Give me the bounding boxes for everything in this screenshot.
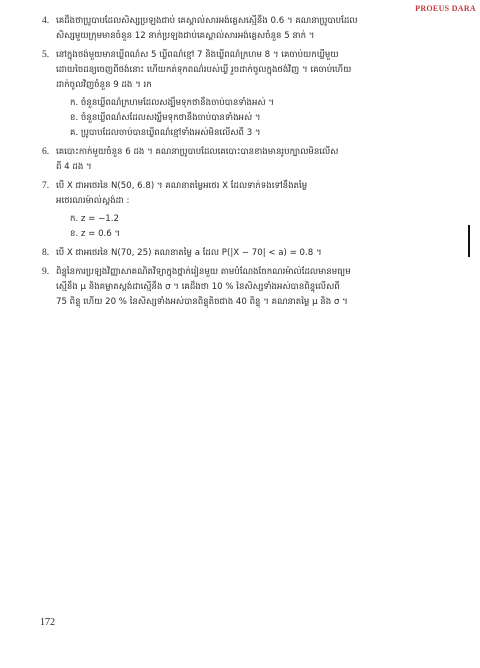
problem-number: 9. bbox=[42, 267, 50, 277]
page-number: 172 bbox=[40, 617, 55, 628]
problem-number: 4. bbox=[42, 16, 50, 26]
problem-6 bbox=[42, 145, 452, 175]
subquestion-item: ខ. z = 0.6 ។ bbox=[70, 229, 121, 239]
problem-text-line: បើ X ជាអថេរនៃ N(70, 25) គណនាតម្លៃ a ដែល P(|X − 70| < a) = 0.8 ។ bbox=[56, 248, 322, 258]
problem-list bbox=[42, 14, 452, 314]
problem-text-line: គេដឹងថាប្រូបាបដែលសិស្សប្រឡងជាប់ គេស្គាល់សារអង់គ្លេសស្មើនឹង 0.6 ។ គណនាប្រូបាបដែល bbox=[56, 16, 358, 26]
problem-9 bbox=[42, 265, 452, 310]
header-author: PROEUS DARA bbox=[415, 4, 476, 13]
problem-text-line: ដោយចៃដន្យចេញពីថង់នោះ ហើយកត់ទុកពណ៌របស់ឃ្លី រួចដាក់ចូលក្នុងថង់វិញ ។ គេចាប់ហើយ bbox=[56, 65, 352, 75]
subquestion-item: ក. z = −1.2 bbox=[70, 214, 119, 224]
subquestion-list bbox=[56, 96, 452, 141]
subquestion-item: ក. ចំនួនឃ្លីពណ៌ក្រហមដែលសង្ឃឹមទុកថានឹងចាប់បានទាំងអស់ ។ bbox=[70, 98, 275, 108]
problem-text-line: គេបោះកាក់មួយចំនួន 6 ដង ។ គណនាប្រូបាបដែលគេបោះបានខាងមានរូបក្បាលមិនលើស bbox=[56, 147, 339, 157]
problem-8 bbox=[42, 246, 452, 261]
problem-text-line: អថេរណរម៉ាល់ស្តង់ដា : bbox=[56, 196, 130, 206]
subquestion-item: គ. ប្រូបាបដែលចាប់បានឃ្លីពណ៌ខ្មៅទាំងអស់មិនលើសពី 3 ។ bbox=[70, 128, 261, 138]
subquestion-item: ខ. ចំនួនឃ្លីពណ៌សដែលសង្ឃឹមទុកថានឹងចាប់បានទាំងអស់ ។ bbox=[70, 113, 261, 123]
problem-4 bbox=[42, 14, 452, 44]
problem-text-line: 75 ពិន្ទុ ហើយ 20 % នៃសិស្សទាំងអស់បានពិន្ទុតិចជាង 40 ពិន្ទុ ។ គណនាតម្លៃ μ និង σ ។ bbox=[56, 297, 348, 307]
subquestion-list bbox=[56, 212, 452, 242]
problem-number: 7. bbox=[42, 181, 50, 191]
problem-text-line: បើ X ជាអថេរនៃ N(50, 6.8) ។ គណនាតម្លៃអថេរ X ដែលទាក់ទងទៅនឹងតម្លៃ bbox=[56, 181, 308, 191]
margin-mark bbox=[468, 225, 470, 257]
problem-text-line: សិស្សមួយក្រុមមានចំនួន 12 នាក់ប្រឡងជាប់គេស្គាល់សារអង់គ្លេសចំនួន 5 នាក់ ។ bbox=[56, 31, 315, 41]
problem-text-line: នៅក្នុងថង់មួយមានឃ្លីពណ៌ស 5 ឃ្លីពណ៌ខ្មៅ 7 និងឃ្លីពណ៌ក្រហម 8 ។ គេចាប់យកឃ្លីមួយ bbox=[56, 50, 339, 60]
problem-number: 6. bbox=[42, 147, 50, 157]
problem-5 bbox=[42, 48, 452, 141]
problem-text-line: ដាក់ចូលវិញចំនួន 9 ដង ។ រក bbox=[56, 80, 152, 90]
problem-text-line: ពី 4 ដង ។ bbox=[56, 162, 92, 172]
problem-number: 5. bbox=[42, 50, 50, 60]
problem-7 bbox=[42, 179, 452, 242]
problem-number: 8. bbox=[42, 248, 50, 258]
problem-text-line: ពិន្ទុនៃការប្រឡងវិញ្ញាសាគណិតវិទ្យាក្នុងថ្នាក់រៀនមួយ តាមបំណែងចែកណរម៉ាល់ដែលមានមធ្យម bbox=[56, 267, 351, 277]
problem-text-line: ស្មើនឹង μ និងគម្លាតស្តង់ដាស្មើនឹង σ ។ គេដឹងថា 10 % នៃសិស្សទាំងអស់បានពិន្ទុលើសពី bbox=[56, 282, 340, 292]
